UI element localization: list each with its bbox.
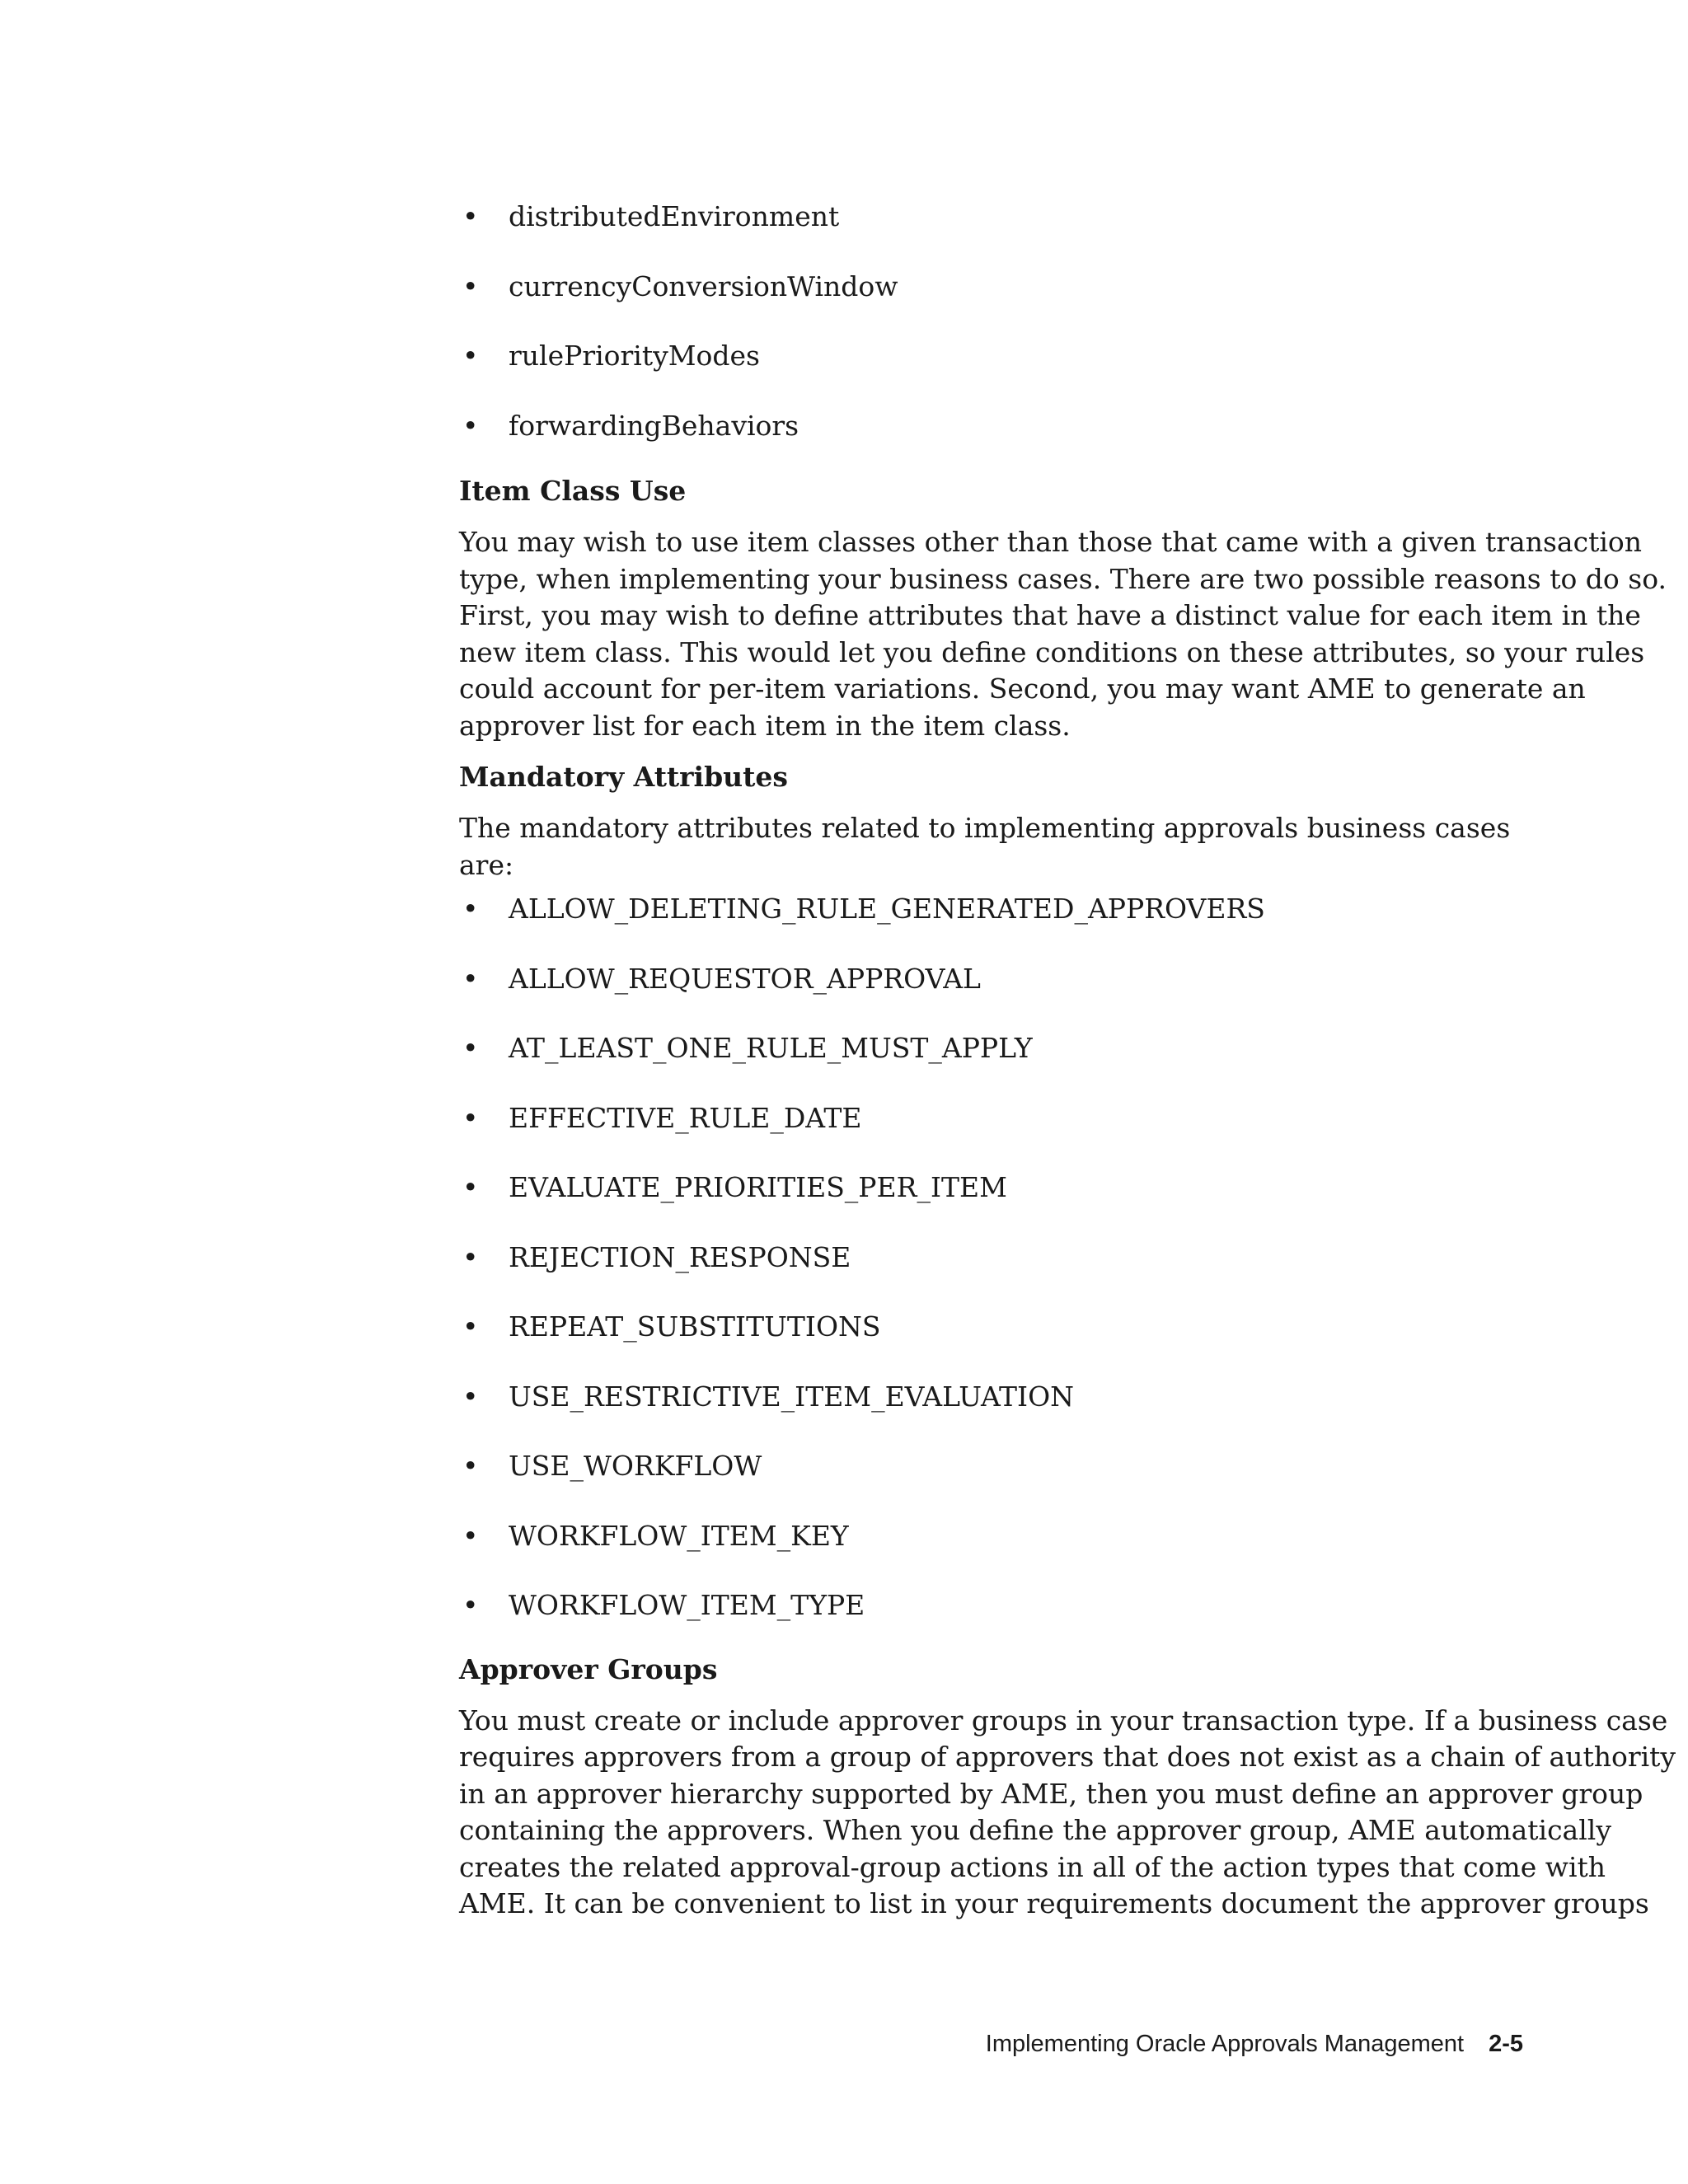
list-item: [459, 1441, 1531, 1511]
bullet-icon: •: [462, 1310, 479, 1343]
configuration-variable-list: [459, 191, 1531, 470]
list-item-label: ALLOW_DELETING_RULE_GENERATED_APPROVERS: [509, 893, 1265, 925]
list-item-label: EFFECTIVE_RULE_DATE: [509, 1101, 862, 1134]
list-item: [459, 1093, 1531, 1163]
list-item-label: currencyConversionWindow: [509, 269, 898, 302]
list-item-label: forwardingBehaviors: [509, 409, 799, 442]
bullet-icon: •: [462, 200, 479, 232]
paragraph-line: could account for per-item variations. Second, you may want AME to generate an: [459, 673, 1586, 705]
list-item: [459, 1371, 1531, 1441]
list-item-label: REPEAT_SUBSTITUTIONS: [509, 1310, 881, 1343]
mandatory-attributes-list: [459, 883, 1531, 1650]
approver-groups-heading: Approver Groups: [459, 1652, 718, 1685]
paragraph-line: First, you may wish to define attributes that have a distinct value for each item in the: [459, 599, 1641, 631]
list-item-label: USE_RESTRICTIVE_ITEM_EVALUATION: [509, 1380, 1075, 1413]
list-item: [459, 191, 1531, 261]
item-class-use-paragraph: [459, 524, 1667, 744]
bullet-icon: •: [462, 1450, 479, 1482]
list-item: [459, 1232, 1531, 1302]
bullet-icon: •: [462, 340, 479, 372]
bullet-icon: •: [462, 409, 479, 442]
page-footer: [986, 2031, 1523, 2058]
bullet-icon: •: [462, 1101, 479, 1134]
page-content: [459, 191, 1676, 1923]
list-item-label: WORKFLOW_ITEM_TYPE: [509, 1589, 865, 1621]
paragraph-line: You may wish to use item classes other than those that came with a given transaction: [459, 526, 1643, 558]
list-item: [459, 1162, 1531, 1232]
paragraph-line: You must create or include approver groups in your transaction type. If a business case: [459, 1704, 1668, 1736]
list-item: [459, 954, 1531, 1024]
list-item: [459, 1023, 1531, 1093]
paragraph-line: new item class. This would let you define conditions on these attributes, so your rules: [459, 635, 1645, 668]
list-item-label: AT_LEAST_ONE_RULE_MUST_APPLY: [509, 1032, 1033, 1064]
bullet-icon: •: [462, 1171, 479, 1203]
list-item-label: USE_WORKFLOW: [509, 1450, 762, 1482]
paragraph-line: requires approvers from a group of approvers that does not exist as a chain of authority: [459, 1741, 1676, 1773]
mandatory-attributes-heading: Mandatory Attributes: [459, 761, 788, 793]
paragraph-line: type, when implementing your business cases. There are two possible reasons to do so.: [459, 562, 1667, 595]
paragraph-line: approver list for each item in the item class.: [459, 709, 1071, 742]
list-item-label: REJECTION_RESPONSE: [509, 1240, 851, 1273]
item-class-use-heading: Item Class Use: [459, 475, 687, 507]
list-item-label: EVALUATE_PRIORITIES_PER_ITEM: [509, 1171, 1007, 1203]
paragraph-line: AME. It can be convenient to list in your requirements document the approver groups: [459, 1887, 1649, 1919]
list-item-label: WORKFLOW_ITEM_KEY: [509, 1519, 849, 1552]
list-item: [459, 330, 1531, 401]
page-number: 2-5: [1489, 2031, 1523, 2057]
bullet-icon: •: [462, 1589, 479, 1621]
list-item-label: distributedEnvironment: [509, 200, 840, 232]
list-item: [459, 1301, 1531, 1371]
list-item: [459, 261, 1531, 331]
paragraph-line: creates the related approval-group actions in all of the action types that come with: [459, 1850, 1606, 1883]
bullet-icon: •: [462, 1240, 479, 1273]
bullet-icon: •: [462, 1380, 479, 1413]
list-item: [459, 1580, 1531, 1650]
paragraph-line: containing the approvers. When you define the approver group, AME automatically: [459, 1814, 1611, 1846]
bullet-icon: •: [462, 962, 479, 995]
mandatory-attributes-intro: The mandatory attributes related to implementing approvals business cases are:: [459, 812, 1511, 881]
list-item: [459, 883, 1531, 954]
list-item-label: rulePriorityModes: [509, 340, 760, 372]
bullet-icon: •: [462, 269, 479, 302]
list-item: [459, 401, 1531, 471]
list-item-label: ALLOW_REQUESTOR_APPROVAL: [509, 962, 981, 995]
bullet-icon: •: [462, 1519, 479, 1552]
approver-groups-paragraph: [459, 1703, 1676, 1923]
bullet-icon: •: [462, 893, 479, 925]
paragraph-line: in an approver hierarchy supported by AME, then you must define an approver group: [459, 1777, 1643, 1810]
list-item: [459, 1511, 1531, 1581]
bullet-icon: •: [462, 1032, 479, 1064]
footer-title: Implementing Oracle Approvals Management: [985, 2031, 1465, 2057]
